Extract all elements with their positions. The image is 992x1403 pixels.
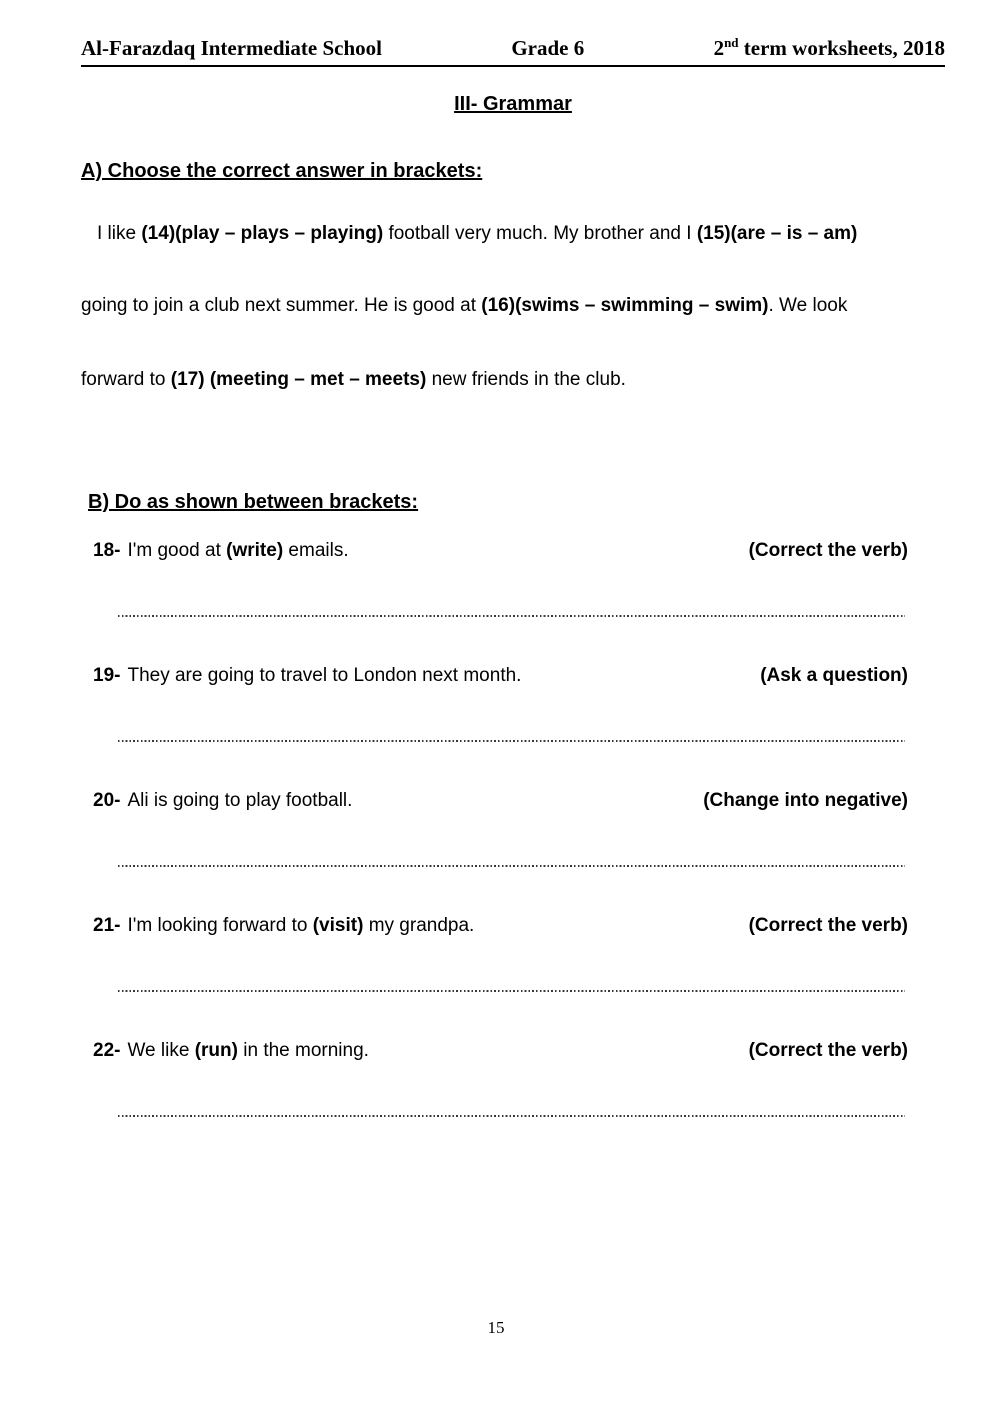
exercise-item-20 (93, 790, 908, 812)
term-label: 2nd term worksheets, 2018 (713, 35, 945, 60)
answer-dotted-line (118, 614, 905, 617)
exercise-item-19 (93, 665, 908, 687)
item-number: 18- (93, 540, 121, 561)
paragraph-line-1: I like (14)(play – plays – playing) football very much. My brother and I (15)(are – is – am) (97, 223, 858, 244)
item-number: 19- (93, 665, 121, 686)
exercise-item-18 (93, 540, 908, 562)
item-number: 22- (93, 1040, 121, 1061)
item-sentence: 22- We like (run) in the morning. (93, 1040, 369, 1061)
answer-dotted-line (118, 864, 905, 867)
answer-dotted-line (118, 1114, 905, 1117)
section-b-heading: B) Do as shown between brackets: (88, 491, 419, 513)
paragraph-line-2: going to join a club next summer. He is good at (16)(swims – swimming – swim). We look (81, 295, 848, 316)
page-header (81, 36, 945, 67)
worksheet-title: III- Grammar (454, 93, 572, 115)
item-instruction: (Change into negative) (703, 790, 908, 811)
answer-dotted-line (118, 989, 905, 992)
item-sentence: 19- They are going to travel to London next month. (93, 665, 522, 686)
ordinal-superscript: nd (724, 35, 739, 50)
item-instruction: (Correct the verb) (748, 915, 908, 936)
answer-dotted-line (118, 739, 905, 742)
item-number: 20- (93, 790, 121, 811)
school-name: Al-Farazdaq Intermediate School (81, 36, 382, 60)
grade-label: Grade 6 (511, 36, 585, 60)
item-number: 21- (93, 915, 121, 936)
exercise-item-22 (93, 1040, 908, 1062)
section-a-heading: A) Choose the correct answer in brackets: (81, 160, 483, 182)
item-instruction: (Correct the verb) (748, 540, 908, 561)
item-sentence: 18- I'm good at (write) emails. (93, 540, 349, 561)
paragraph-line-3: forward to (17) (meeting – met – meets) new friends in the club. (81, 369, 626, 390)
item-instruction: (Correct the verb) (748, 1040, 908, 1061)
exercise-item-21 (93, 915, 908, 937)
item-instruction: (Ask a question) (760, 665, 908, 686)
item-sentence: 20- Ali is going to play football. (93, 790, 353, 811)
item-sentence: 21- I'm looking forward to (visit) my grandpa. (93, 915, 475, 936)
page-number: 15 (487, 1318, 505, 1337)
